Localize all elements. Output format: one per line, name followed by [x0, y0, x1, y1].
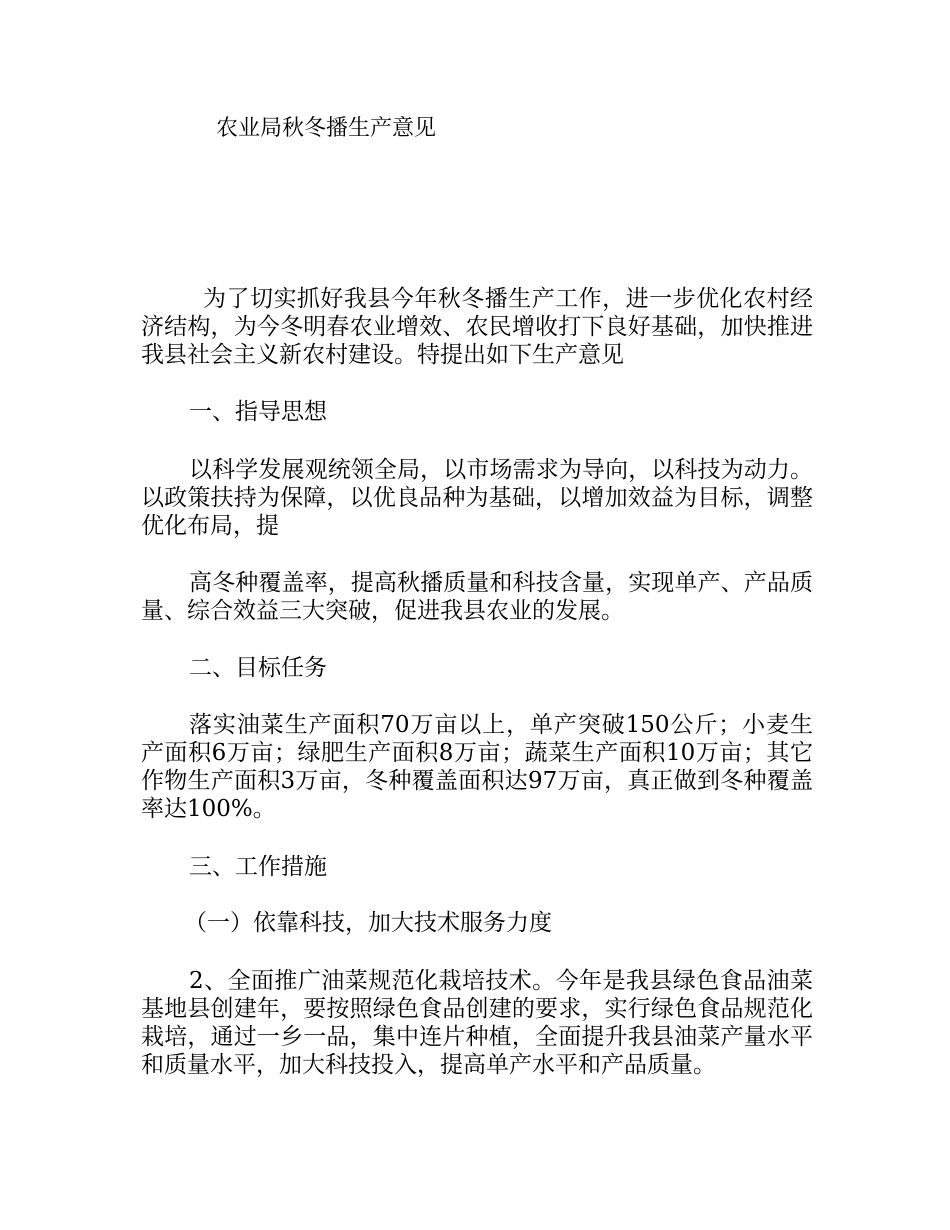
- document-title: 农业局秋冬播生产意见: [216, 116, 437, 141]
- guiding-ideology-paragraph-2: 高冬种覆盖率，提高秋播质量和科技含量，实现单产、产品质量、综合效益三大突破，促进我县农业的发展。: [141, 570, 813, 624]
- item-2-paragraph: 2、全面推广油菜规范化栽培技术。今年是我县绿色食品油菜基地县创建年，要按照绿色食品创建的要求，实行绿色食品规范化栽培，通过一乡一品，集中连片种植，全面提升我县油菜产量水平和质量水平，加大科技投入，提高单产水平和产品质量。: [141, 968, 813, 1078]
- section-heading-goals: 二、目标任务: [189, 655, 327, 681]
- intro-paragraph: 为了切实抓好我县今年秋冬播生产工作，进一步优化农村经济结构，为今冬明春农业增效、农民增收打下良好基础，加快推进我县社会主义新农村建设。特提出如下生产意见: [141, 286, 813, 368]
- guiding-ideology-paragraph-1: 以科学发展观统领全局，以市场需求为导向，以科技为动力。以政策扶持为保障，以优良品种为基础，以增加效益为目标，调整优化布局，提: [141, 457, 813, 539]
- section-heading-measures: 三、工作措施: [189, 854, 327, 880]
- subsection-heading-technology: （一）依靠科技，加大技术服务力度: [184, 910, 552, 936]
- goals-paragraph: 落实油菜生产面积70万亩以上，单产突破150公斤；小麦生产面积6万亩；绿肥生产面积8万亩；蔬菜生产面积10万亩；其它作物生产面积3万亩，冬种覆盖面积达97万亩，真正做到冬种覆盖率达100%。: [141, 712, 813, 822]
- section-heading-guiding-ideology: 一、指导思想: [189, 399, 327, 425]
